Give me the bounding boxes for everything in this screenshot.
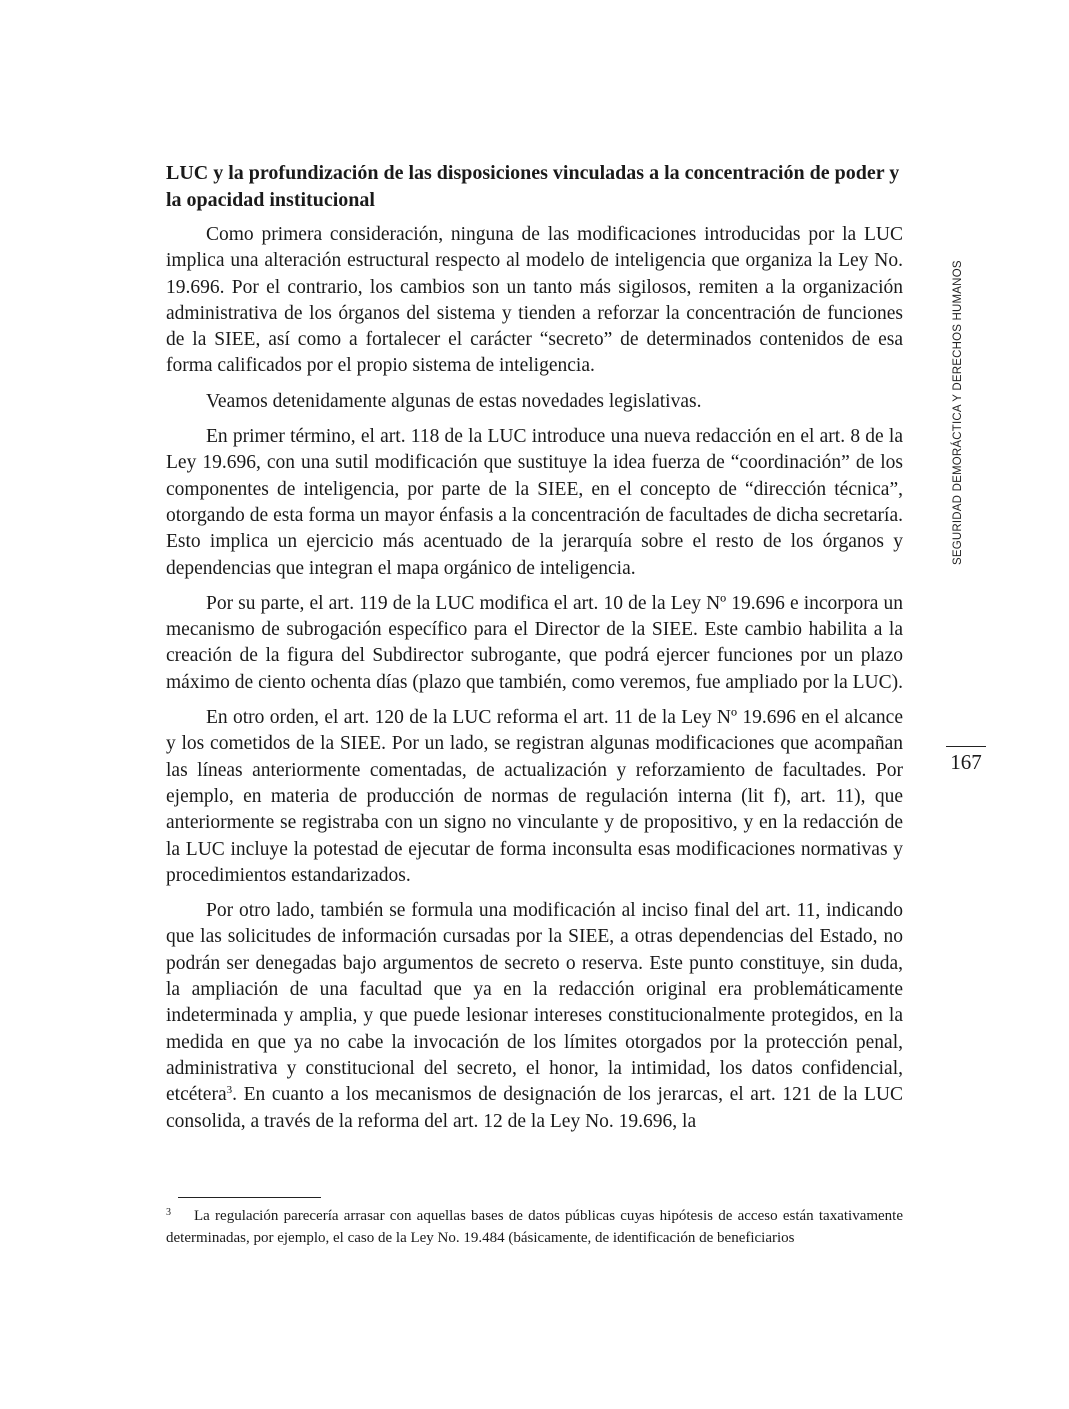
paragraph: En primer término, el art. 118 de la LUC introduce una nueva redacción en el art. 8 de la Ley 19.696, con una sutil modificación que sustituye la idea fuerza de “coordinación” de los componentes de inteligencia, por parte de la SIEE, en el concepto de “dirección técnica”, otorgando de esta forma un mayor énfasis a la concentración de facultades de dicha secretaría. Esto implica un ejercicio más acentuado de la jerarquía sobre el resto de los órganos y dependencias que integran el mapa orgánico de inteligencia. bbox=[166, 426, 903, 579]
footnote-reference[interactable]: 3 bbox=[226, 1084, 233, 1097]
page-number: 167 bbox=[950, 750, 982, 774]
section-heading: LUC y la profundización de las disposiciones vinculadas a la concentración de poder y la opacidad institucional bbox=[166, 162, 900, 211]
paragraph-text: Por otro lado, también se formula una modificación al inciso final del art. 11, indicando que las solicitudes de información cursadas por la SIEE, a otras dependencias del Estado, no podrán ser denegadas bajo argumentos de secreto o reserva. Este punto constituye, sin duda, la ampliación de una facultad que ya en la redacción original era problemáticamente indeterminada y amplia, y que puede lesionar intereses constitucionalmente protegidos, en la medida en que ya no cabe la invocación de los límites otorgados por la protección penal, administrativa y constitucional del secreto, el honor, la intimidad, los datos confidencial, etcétera bbox=[166, 900, 903, 1106]
footnote-text: La regulación parecería arrasar con aquellas bases de datos públicas cuyas hipótesis de acceso están taxativamente determinadas, por ejemplo, el caso de la Ley No. 19.484 (básicamente, de identificación de beneficiarios bbox=[166, 1208, 903, 1246]
paragraph: Veamos detenidamente algunas de estas novedades legislativas. bbox=[206, 390, 702, 412]
footnote-separator bbox=[178, 1197, 321, 1198]
paragraph-text: . En cuanto a los mecanismos de designación de los jerarcas, el art. 121 de la LUC consolida, a través de la reforma del art. 12 de la Ley No. 19.696, la bbox=[166, 1084, 903, 1132]
footnote: 3 La regulación parecería arrasar con aquellas bases de datos públicas cuyas hipótesis de acceso están taxativamente determinadas, por ejemplo, el caso de la Ley No. 19.484 (básicamente, de identificación de beneficiarios bbox=[166, 1207, 903, 1246]
paragraph: Por su parte, el art. 119 de la LUC modifica el art. 10 de la Ley Nº 19.696 e incorpora un mecanismo de subrogación específico para el Director de la SIEE. Este cambio habilita a la creación de la figura del Subdirector subrogante, que podrá ejercer funciones por un plazo máximo de ciento ochenta días (plazo que también, como veremos, fue ampliado por la LUC). bbox=[166, 592, 903, 693]
paragraph-with-footnote bbox=[166, 898, 903, 1135]
paragraph: En otro orden, el art. 120 de la LUC reforma el art. 11 de la Ley Nº 19.696 en el alcance y los cometidos de la SIEE. Por un lado, se registran algunas modificaciones que acompañan las líneas anteriormente comentadas, de actualización y reforzamiento de facultades. Por ejemplo, en materia de producción de normas de regulación interna (lit f), art. 11), que anteriormente se registraba con un signo no vinculante y de propositivo, y en la redacción de la LUC incluye la potestad de ejecutar de forma inconsulta esas modificaciones normativas y procedimientos estandarizados. bbox=[166, 707, 903, 886]
running-side-title bbox=[950, 245, 970, 565]
body-text bbox=[166, 160, 903, 1144]
page-number-rule bbox=[946, 746, 986, 747]
paragraph: Como primera consideración, ninguna de las modificaciones introducidas por la LUC implica una alteración estructural respecto al modelo de inteligencia que organiza la Ley No. 19.696. Por el contrario, los cambios son un tanto más sigilosos, remiten a la organización administrativa de los órganos del sistema y tienden a reforzar la concentración de funciones de la SIEE, así como a fortalecer el carácter “secreto” de determinados contenidos de esa forma calificados por el propio sistema de inteligencia. bbox=[166, 224, 903, 377]
side-title-text: SEGURIDAD DEMORÁCTICA Y DERECHOS HUMANOS bbox=[952, 260, 964, 565]
